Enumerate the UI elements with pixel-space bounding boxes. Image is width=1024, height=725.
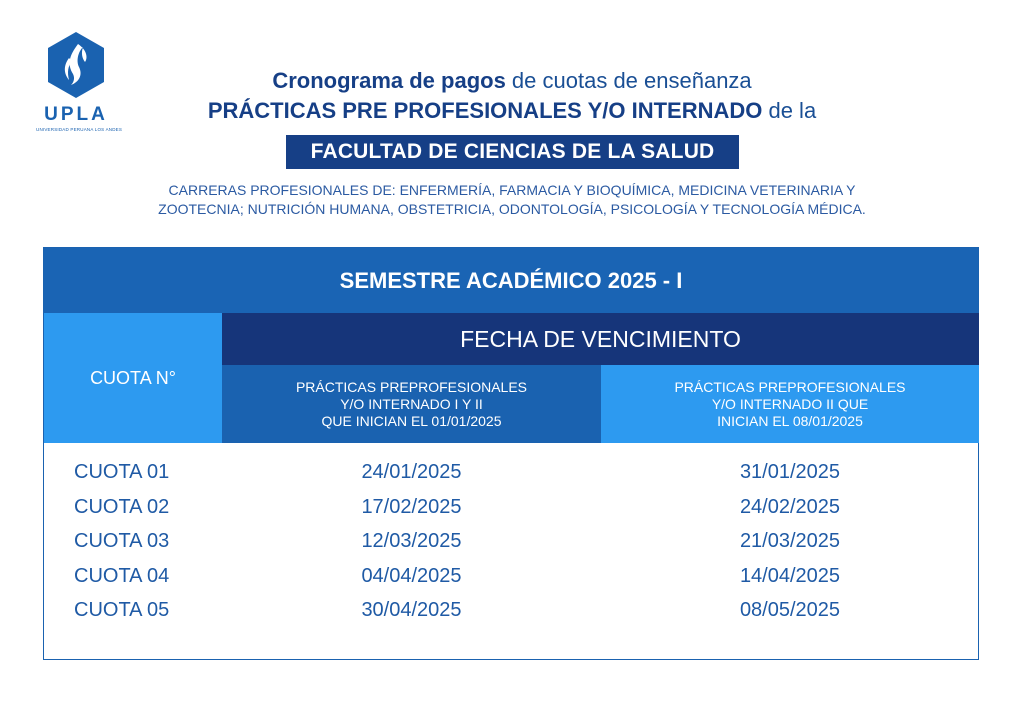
- table-row: [44, 561, 978, 596]
- column-header-2-line-1: PRÁCTICAS PREPROFESIONALES: [674, 378, 906, 395]
- cuota-label: CUOTA 02: [74, 495, 170, 518]
- careers-list: [120, 181, 904, 219]
- column-header-group-1: [222, 365, 601, 443]
- table-row: [44, 595, 978, 630]
- due-date-group-2: 08/05/2025: [739, 599, 841, 621]
- due-date-group-2: 21/03/2025: [739, 530, 841, 552]
- due-date-group-2: 31/01/2025: [739, 461, 841, 483]
- column-header-2-line-2: Y/O INTERNADO II QUE: [711, 395, 869, 412]
- due-date-group-2: 24/02/2025: [739, 495, 841, 518]
- column-header-1-line-3: QUE INICIAN EL 01/01/2025: [321, 412, 502, 429]
- column-header-2-line-3: INICIAN EL 08/01/2025: [717, 412, 863, 429]
- table-row: [44, 457, 978, 492]
- cuota-label: CUOTA 03: [74, 530, 170, 552]
- due-date-group-2: 14/04/2025: [739, 564, 841, 587]
- payment-schedule-table: [43, 247, 979, 660]
- table-body: [44, 457, 978, 630]
- due-date-group-1: 17/02/2025: [361, 495, 462, 518]
- careers-line-1: CARRERAS PROFESIONALES DE: ENFERMERÍA, FARMACIA Y BIOQUÍMICA, MEDICINA VETERINARIA Y: [168, 182, 856, 198]
- column-header-1-line-2: Y/O INTERNADO I Y II: [340, 395, 483, 412]
- due-date-group-1: 24/01/2025: [361, 461, 462, 483]
- due-date-header: FECHA DE VENCIMIENTO: [222, 313, 979, 365]
- heading-line-1-bold: Cronograma de pagos: [272, 68, 506, 93]
- heading-line-2-bold: PRÁCTICAS PRE PROFESIONALES Y/O INTERNADO: [207, 98, 763, 123]
- logo-name: UPLA: [44, 104, 108, 125]
- heading-line-1: [0, 68, 1024, 94]
- due-date-group-1: 30/04/2025: [361, 599, 462, 621]
- table-row: [44, 526, 978, 561]
- due-date-group-1: 12/03/2025: [361, 530, 462, 552]
- cuota-label: CUOTA 01: [74, 461, 170, 483]
- cuota-label: CUOTA 04: [74, 564, 170, 587]
- column-header-1-line-1: PRÁCTICAS PREPROFESIONALES: [295, 378, 528, 395]
- logo-subtitle: UNIVERSIDAD PERUANA LOS ANDES: [36, 127, 123, 132]
- heading-line-2-rest: de la: [762, 98, 817, 123]
- faculty-banner: FACULTAD DE CIENCIAS DE LA SALUD: [286, 135, 739, 169]
- cuota-column-header: CUOTA N°: [44, 313, 222, 443]
- cuota-label: CUOTA 05: [74, 599, 170, 621]
- heading-line-2: [0, 98, 1024, 124]
- careers-line-2: ZOOTECNIA; NUTRICIÓN HUMANA, OBSTETRICIA, ODONTOLOGÍA, PSICOLOGÍA Y TECNOLOGÍA MÉDICA.: [158, 201, 866, 217]
- semester-header: SEMESTRE ACADÉMICO 2025 - I: [44, 248, 978, 313]
- heading-line-1-rest: de cuotas de enseñanza: [505, 68, 752, 93]
- column-header-group-2: [601, 365, 979, 443]
- table-row: [44, 492, 978, 527]
- due-date-group-1: 04/04/2025: [361, 564, 462, 587]
